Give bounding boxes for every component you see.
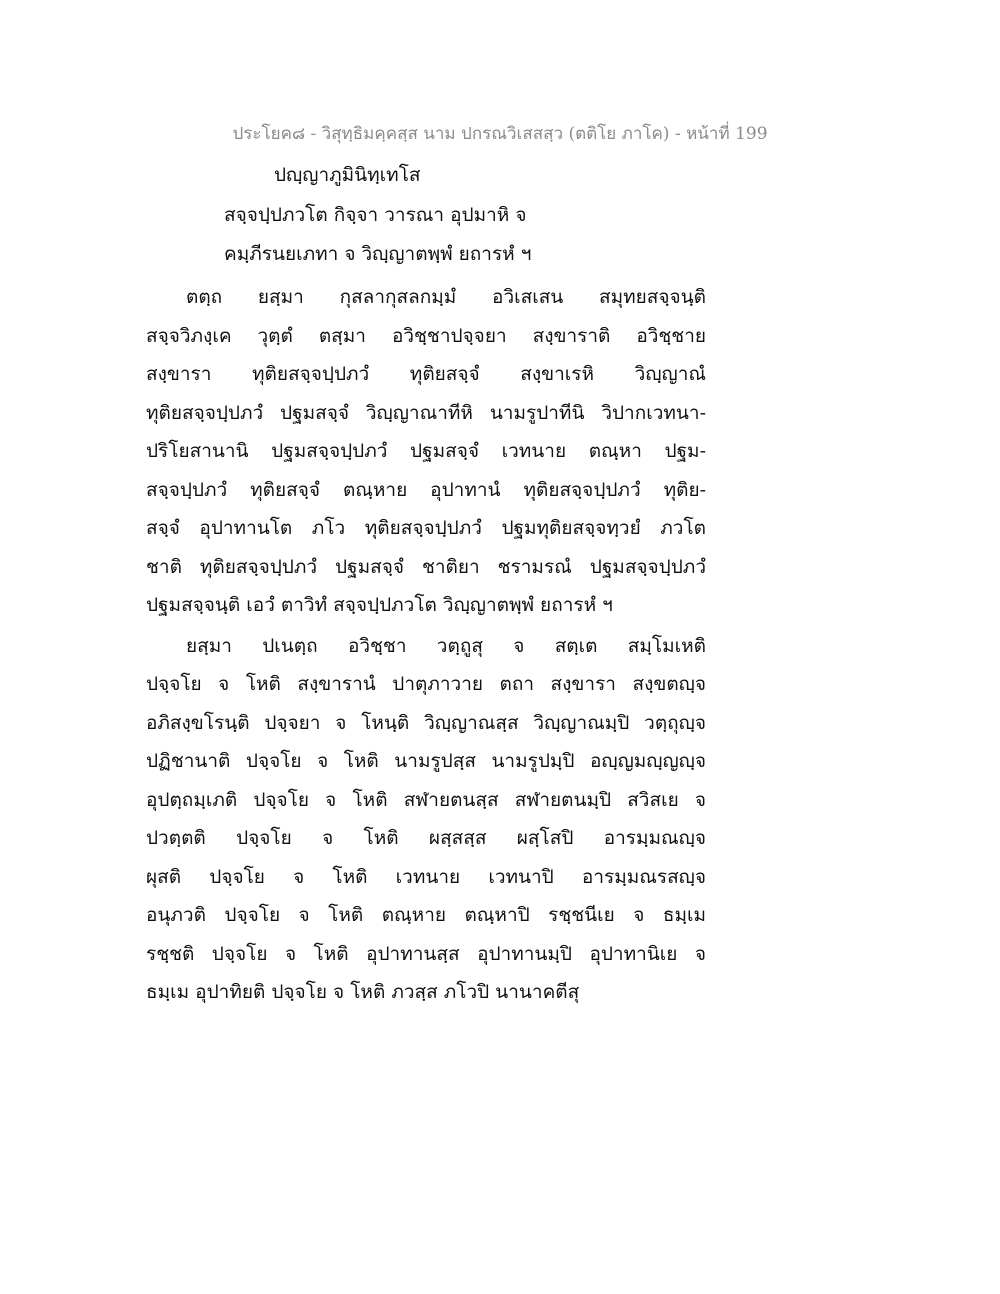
text-line: รชฺชติ ปจฺจโย จ โหติ อุปาทานสฺส อุปาทานมฺปิ อุปาทานิเย จ [146,942,706,965]
verse-line-2: คมฺภีรนยเภทา จ วิญฺญาตพฺพํ ยถารหํ ฯ [224,243,532,265]
text-line: ทุติยสจฺจปฺปภวํ ปฐมสจฺจํ วิญฺญาณาทีหิ นามรูปาทีนิ วิปากเวทนา- [146,401,706,424]
text-line: สจฺจวิภงฺเค วุตฺตํ ตสฺมา อวิชฺชาปจฺจยา สงฺขาราติ อวิชฺชาย [146,324,706,347]
text-line: ปฐมสจฺจนฺติ เอวํ ตาวิทํ สจฺจปฺปภวโต วิญฺญาตพฺพํ ยถารหํ ฯ [146,594,613,616]
paragraph-1 [146,278,706,625]
text-line: สงฺขารา ทุติยสจฺจปฺปภวํ ทุติยสจฺจํ สงฺขาเรหิ วิญฺญาณํ [146,363,706,385]
text-line: ยสฺมา ปเนตฺถ อวิชฺชา วตฺถูสุ จ สตฺเต สมฺโมเหติ [186,634,706,657]
body-text [146,278,706,1012]
text-line: ธมฺเม อุปาทิยติ ปจฺจโย จ โหติ ภวสฺส ภโวปิ นานาคตีสุ [146,981,580,1003]
text-line: ปฏิชานาติ ปจฺจโย จ โหติ นามรูปสฺส นามรูปมฺปิ อญฺญมญฺญญฺจ [146,750,706,772]
text-line: สจฺจํ อุปาทานโต ภโว ทุติยสจฺจปฺปภวํ ปฐมทุติยสจฺจทฺวยํ ภวโต [146,517,706,539]
text-line: อภิสงฺขโรนฺติ ปจฺจยา จ โหนฺติ วิญฺญาณสฺส วิญฺญาณมฺปิ วตฺถุญฺจ [146,711,706,734]
paragraph-2 [146,627,706,1012]
text-line: ตตฺถ ยสฺมา กุสลากุสลกมฺมํ อวิเสเสน สมุทยสจฺจนฺติ [186,286,706,308]
verse-line-1: สจฺจปฺปภวโต กิจฺจา วารณา อุปมาหิ จ [224,204,527,226]
text-line: อุปตฺถมฺเภติ ปจฺจโย จ โหติ สฬายตนสฺส สฬายตนมฺปิ สวิสเย จ [146,788,706,811]
text-line: ผุสติ ปจฺจโย จ โหติ เวทนาย เวทนาปิ อารมฺมณรสญฺจ [146,865,706,888]
text-line: ปจฺจโย จ โหติ สงฺขารานํ ปาตุภาวาย ตถา สงฺขารา สงฺขตญฺจ [146,673,706,695]
text-line: อนุภวติ ปจฺจโย จ โหติ ตณฺหาย ตณฺหาปิ รชฺชนีเย จ ธมฺเม [146,904,706,926]
text-line: ปวตฺตติ ปจฺจโย จ โหติ ผสฺสสฺส ผสฺโสปิ อารมฺมณญฺจ [146,827,706,849]
text-line: ชาติ ทุติยสจฺจปฺปภวํ ปฐมสจฺจํ ชาติยา ชรามรณํ ปฐมสจฺจปฺปภวํ [146,555,706,578]
text-line: สจฺจปฺปภวํ ทุติยสจฺจํ ตณฺหาย อุปาทานํ ทุติยสจฺจปฺปภวํ ทุติย- [146,478,706,501]
running-header: ประโยค๘ - วิสุทฺธิมคฺคสฺส นาม ปกรณวิเสสสฺว (ตติโย ภาโค) - หน้าที่ 199 [232,124,768,144]
verse-title: ปญฺญาภูมินิทฺเทโส [274,164,421,186]
text-line: ปริโยสานานิ ปฐมสจฺจปฺปภวํ ปฐมสจฺจํ เวทนาย ตณฺหา ปฐม- [146,440,706,462]
